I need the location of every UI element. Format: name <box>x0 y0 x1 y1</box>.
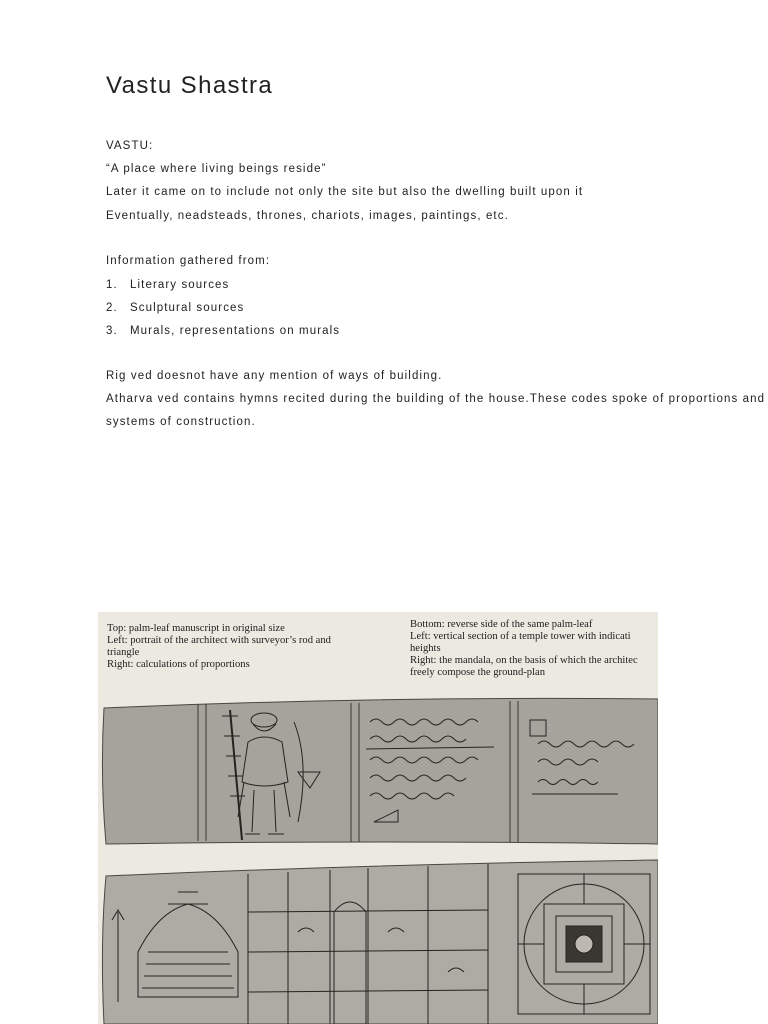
caption-right-5: freely compose the ground-plan <box>410 667 546 678</box>
caption-right-4: Right: the mandala, on the basis of which the architec <box>410 655 638 666</box>
source-item-number: 1. <box>106 279 118 291</box>
source-item-number: 2. <box>106 302 118 314</box>
caption-left-2: Left: portrait of the architect with surveyor’s rod and <box>107 635 331 646</box>
vastu-definition: “A place where living beings reside” <box>106 163 327 175</box>
manuscript-figure <box>98 612 658 1024</box>
caption-left-1: Top: palm-leaf manuscript in original size <box>107 623 285 634</box>
sources-heading: Information gathered from: <box>106 255 271 267</box>
vastu-heading: VASTU: <box>106 140 154 152</box>
page-title: Vastu Shastra <box>106 72 274 99</box>
vedas-line-3: systems of construction. <box>106 416 256 428</box>
vastu-line-1: Later it came on to include not only the site but also the dwelling built upon it <box>106 186 584 198</box>
vedas-line-2: Atharva ved contains hymns recited during the building of the house.These codes spoke of proportions and <box>106 393 766 405</box>
caption-right-2: Left: vertical section of a temple tower with indicati <box>410 631 631 642</box>
source-item-2 <box>106 302 244 314</box>
caption-right-1: Bottom: reverse side of the same palm-leaf <box>410 619 593 630</box>
source-item-number: 3. <box>106 325 118 337</box>
palm-leaf-illustration <box>98 612 658 1024</box>
source-item-1 <box>106 279 229 291</box>
vedas-line-1: Rig ved doesnot have any mention of ways of building. <box>106 370 443 382</box>
source-item-3 <box>106 325 340 337</box>
caption-left-4: Right: calculations of proportions <box>107 659 250 670</box>
source-item-text: Literary sources <box>130 279 230 291</box>
source-item-text: Murals, representations on murals <box>130 325 341 337</box>
caption-right-3: heights <box>410 643 441 654</box>
caption-left-3: triangle <box>107 647 140 658</box>
vastu-line-2: Eventually, neadsteads, thrones, chariots, images, paintings, etc. <box>106 210 509 222</box>
source-item-text: Sculptural sources <box>130 302 245 314</box>
